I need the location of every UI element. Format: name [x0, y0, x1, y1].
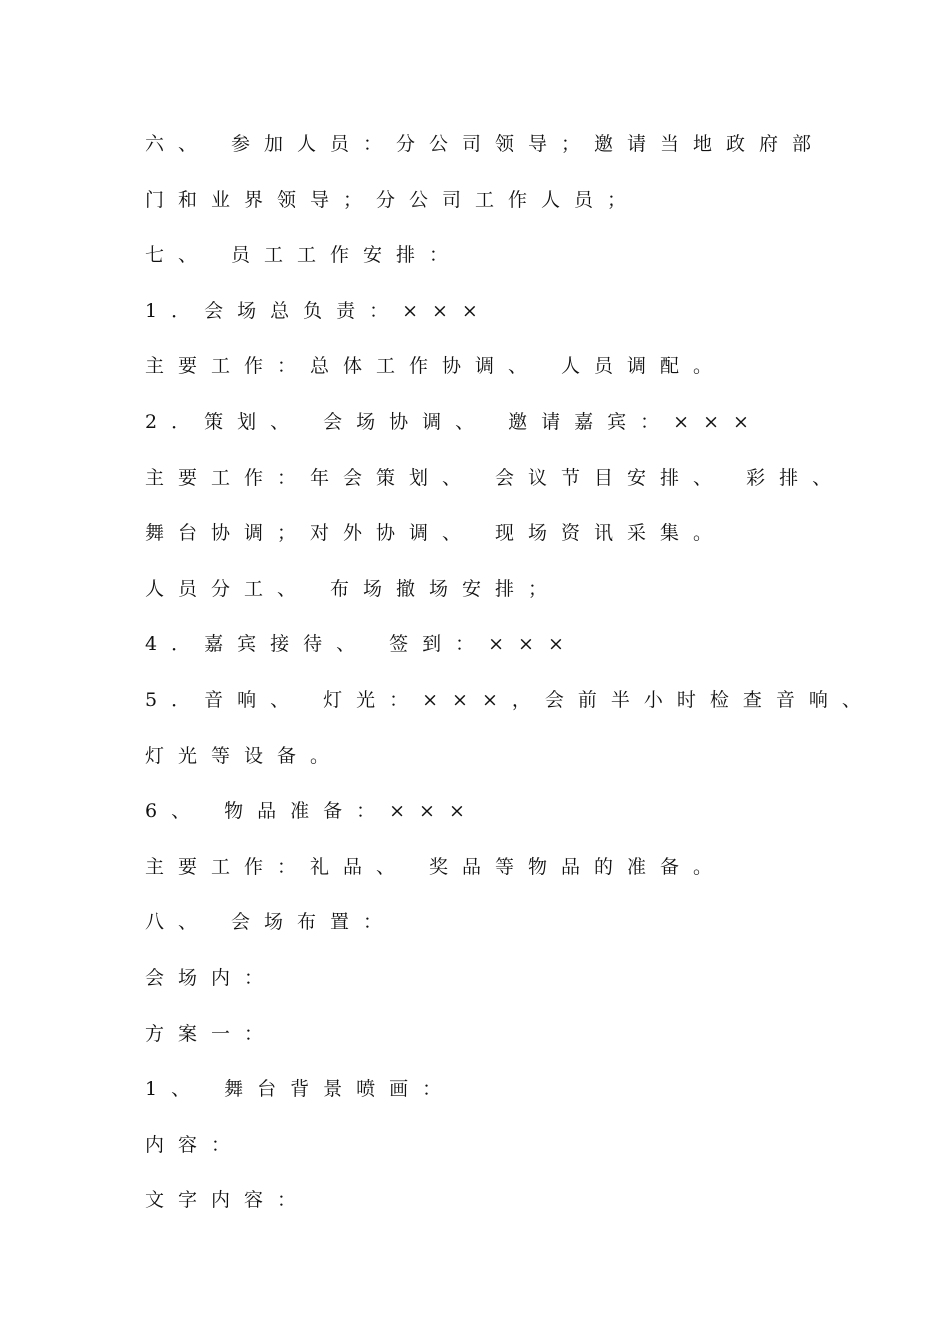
- line-plan-one: 方案一：: [145, 1022, 278, 1045]
- line-supplies: 6、 物品准备：×××: [145, 800, 479, 823]
- line-content: 内容：: [145, 1133, 245, 1156]
- line-planning: 2．策划、 会场协调、 邀请嘉宾：×××: [145, 410, 763, 433]
- line-audio-lighting: 5．音响、 灯光：×××，会前半小时检查音响、: [145, 688, 875, 711]
- line-guest-reception: 4．嘉宾接待、 签到：×××: [145, 633, 578, 656]
- line-participants-cont: 门和业界领导；分公司工作人员；: [145, 188, 641, 211]
- line-venue-lead: 1．会场总负责：×××: [145, 299, 492, 322]
- section-venue-layout: 八、 会场布置：: [145, 911, 397, 934]
- line-indoor: 会场内：: [145, 966, 278, 989]
- section-staff-arrangement: 七、 员工工作安排：: [145, 244, 463, 267]
- line-supplies-duties: 主要工作：礼品、 奖品等物品的准备。: [145, 855, 727, 878]
- line-staff-division: 人员分工、 布场撤场安排；: [145, 577, 562, 600]
- line-planning-duties: 主要工作：年会策划、 会议节目安排、 彩排、: [145, 466, 846, 489]
- line-stage-backdrop: 1、 舞台背景喷画：: [145, 1078, 456, 1101]
- line-text-content: 文字内容：: [145, 1189, 311, 1212]
- line-audio-lighting-cont: 灯光等设备。: [145, 744, 344, 767]
- line-venue-lead-duties: 主要工作：总体工作协调、 人员调配。: [145, 355, 727, 378]
- line-planning-duties-cont: 舞台协调；对外协调、 现场资讯采集。: [145, 522, 727, 545]
- line-participants: 六、 参加人员：分公司领导；邀请当地政府部: [145, 133, 826, 155]
- document-body: [145, 117, 875, 1229]
